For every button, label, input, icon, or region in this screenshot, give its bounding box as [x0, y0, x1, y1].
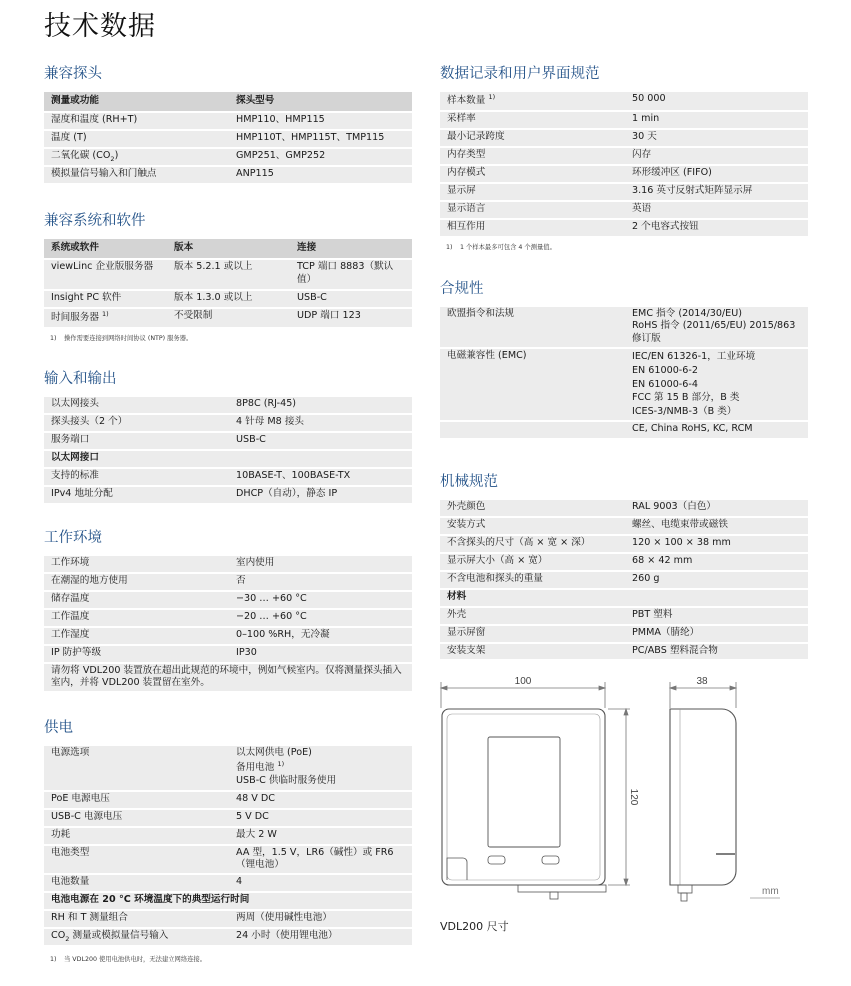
table-row: 不含电池和探头的重量 260 g	[440, 572, 808, 588]
table-row: 内存类型 闪存	[440, 148, 808, 164]
table-row: 电池类型 AA 型，1.5 V，LR6（碱性）或 FR6（锂电池）	[44, 846, 412, 873]
footnote: 1) 操作需要连接到网络时间协议 (NTP) 服务器。	[50, 334, 193, 342]
table-row: 时间服务器 $^{1)}$ 不受限制 UDP 端口 123	[44, 309, 412, 327]
table-row: 湿度和温度 (RH+T) HMP110、HMP115	[44, 113, 412, 129]
table-row: 采样率 1 min	[440, 112, 808, 128]
section-mechanical	[440, 470, 808, 659]
table-row: IP 防护等级 IP30	[44, 646, 412, 662]
table-row: 显示屏 3.16 英寸反射式矩阵显示屏	[440, 184, 808, 200]
power-table	[44, 746, 412, 945]
table-row: PoE 电源电压 48 V DC	[44, 792, 412, 808]
io-table	[44, 397, 412, 503]
table-row: 探头接头（2 个） 4 针母 M8 接头	[44, 415, 412, 431]
section-title: 工作环境	[44, 530, 102, 546]
table-row: 电源选项 以太网供电 (PoE) 备用电池 $^{1)}$ USB-C 供临时服务使用	[44, 746, 412, 790]
section-compatible-probes	[44, 62, 412, 183]
section-environment	[44, 526, 412, 691]
section-title: 机械规范	[440, 474, 498, 490]
table-row: 工作温度 −20 … +60 °C	[44, 610, 412, 626]
section-title: 输入和输出	[44, 371, 117, 387]
table-row: 内存模式 环形缓冲区 (FIFO)	[440, 166, 808, 182]
table-row: 外壳 PBT 塑料	[440, 608, 808, 624]
footnote: 1) 1 个样本最多可包含 4 个测量值。	[446, 243, 556, 251]
table-row: 电池数量 4	[44, 875, 412, 891]
table-row: 外壳颜色 RAL 9003（白色）	[440, 500, 808, 516]
table-row: 温度 (T) HMP110T、HMP115T、TMP115	[44, 131, 412, 147]
table-row: 以太网接头 8P8C (RJ-45)	[44, 397, 412, 413]
column-header: 探头型号	[229, 92, 412, 111]
logging-table	[440, 92, 808, 236]
table-row: IPv4 地址分配 DHCP（自动），静态 IP	[44, 487, 412, 503]
table-row: CE, China RoHS, KC, RCM	[440, 422, 808, 438]
table-row: 显示屏大小（高 × 宽） 68 × 42 mm	[440, 554, 808, 570]
systems-table	[44, 239, 412, 327]
table-note: 请勿将 VDL200 装置放在超出此规范的环境中，例如气候室内。仅将测量探头插入室内，并将 VDL200 装置留在室外。	[44, 664, 412, 691]
table-row: 功耗 最大 2 W	[44, 828, 412, 844]
section-title: 数据记录和用户界面规范	[440, 66, 600, 82]
probes-table	[44, 92, 412, 183]
depth-dimension-label: 38	[696, 676, 708, 687]
table-row: 最小记录跨度 30 天	[440, 130, 808, 146]
table-row: 模拟量信号输入和门触点 ANP115	[44, 167, 412, 183]
table-row: 服务端口 USB-C	[44, 433, 412, 449]
table-row: 不含探头的尺寸（高 × 宽 × 深） 120 × 100 × 38 mm	[440, 536, 808, 552]
section-title: 兼容系统和软件	[44, 213, 146, 229]
section-compatible-systems	[44, 209, 412, 342]
section-logging	[440, 62, 808, 251]
table-row: 在潮湿的地方使用 否	[44, 574, 412, 590]
table-subheader: 以太网接口	[44, 451, 412, 467]
table-row: $CO_2$ 测量或模拟量信号输入 24 小时（使用锂电池）	[44, 929, 412, 946]
table-row: 欧盟指令和法规 EMC 指令 (2014/30/EU) RoHS 指令 (2011/65/EU) 2015/863 修订版	[440, 307, 808, 347]
footnote: 1) 当 VDL200 使用电池供电时，无法建立网络连接。	[50, 956, 207, 964]
table-row: 安装支架 PC/ABS 塑料混合物	[440, 644, 808, 660]
section-title: 供电	[44, 720, 73, 736]
table-header-row	[44, 92, 412, 111]
table-row: 二氧化碳 $(CO_2)$ GMP251、GMP252	[44, 149, 412, 166]
device-front-view	[442, 709, 606, 899]
table-row: 安装方式 螺丝、电缆束带或磁铁	[440, 518, 808, 534]
device-side-view	[670, 709, 736, 901]
table-row: 样本数量 $^{1)}$ 50 000	[440, 92, 808, 110]
table-row: 支持的标准 10BASE-T、100BASE-TX	[44, 469, 412, 485]
table-row: 显示语言 英语	[440, 202, 808, 218]
table-row: USB-C 电源电压 5 V DC	[44, 810, 412, 826]
compliance-table	[440, 307, 808, 438]
section-title: 兼容探头	[44, 66, 102, 82]
table-row: 相互作用 2 个电容式按钮	[440, 220, 808, 236]
height-dimension-label: 120	[628, 788, 639, 806]
page-title: 技术数据	[44, 11, 156, 42]
table-row: viewLinc 企业版服务器 版本 5.2.1 或以上 TCP 端口 8883（默认值）	[44, 260, 412, 289]
section-io	[44, 367, 412, 503]
figure-caption: VDL200 尺寸	[440, 920, 509, 933]
table-row: 工作湿度 0–100 %RH，无冷凝	[44, 628, 412, 644]
width-dimension-label: 100	[514, 676, 532, 687]
dimension-drawing	[438, 668, 798, 908]
table-subheader: 材料	[440, 590, 808, 606]
table-row: 显示屏窗 PMMA（腈纶）	[440, 626, 808, 642]
section-title: 合规性	[440, 281, 484, 297]
table-row: 电磁兼容性 (EMC) IEC/EN 61326-1，工业环境 EN 61000-6-2 EN 61000-6-4 FCC 第 15 B 部分，B 类 ICES-3/NMB-3（B 类）	[440, 349, 808, 420]
table-row: Insight PC 软件 版本 1.3.0 或以上 USB-C	[44, 291, 412, 307]
table-row: RH 和 T 测量组合 两周（使用碱性电池）	[44, 911, 412, 927]
column-header: 测量或功能	[44, 92, 229, 111]
table-row: 储存温度 −30 … +60 °C	[44, 592, 412, 608]
environment-table	[44, 556, 412, 691]
unit-label: mm	[762, 886, 779, 897]
section-power	[44, 716, 412, 963]
table-subheader: 电池电源在 20 °C 环境温度下的典型运行时间	[44, 893, 412, 909]
mechanical-table	[440, 500, 808, 659]
table-header-row: 系统或软件 版本 连接	[44, 239, 412, 258]
table-row: 工作环境 室内使用	[44, 556, 412, 572]
section-compliance	[440, 277, 808, 438]
